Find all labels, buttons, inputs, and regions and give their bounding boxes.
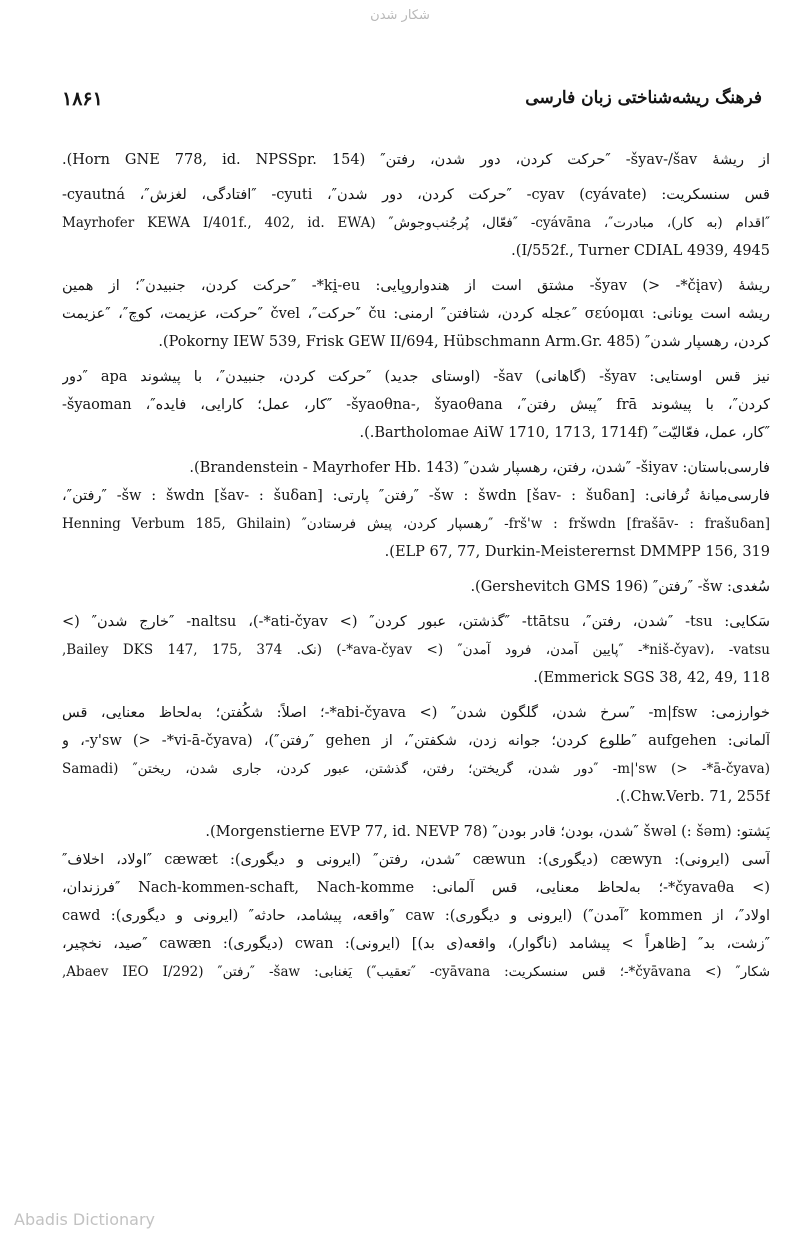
text-line: نیز قس اوستایی: ‎-šyav‎ (گاهانی) ‎-šav‎ (اوستای جدید) ″حرکت کردن، جنبیدن″، با پیشوند apa ″دور bbox=[62, 369, 770, 385]
text-line: سَکایی: ‎-tsu‎ ″شدن، رفتن″، ‎-ttātsu‎ ″گذشتن، عبور کردن″ (> ‎-*ati-čyav‎)، ‎-naltsu‎ ″خارج شدن″ (> bbox=[62, 614, 770, 630]
text-line: کردن″، با پیشوند frā ″پیش رفتن″، ‎-šyaoθna-, šyaoθana‎ ″کار، عمل؛ کارایی، فایده″، ‎-šyaoman‎ bbox=[62, 397, 770, 413]
text-line: I/552f., Turner CDIAL 4939, 4945). bbox=[511, 243, 770, 259]
text-line: آلمانی: aufgehen ″طلوع کردن؛ جوانه زدن، شکفتن″، از gehen ″رفتن″)، ‎-y'sw‎ (> ‎-*vi-ā-čyava‎)، و bbox=[62, 733, 770, 749]
text-line: ریشه است یونانی: σεύομαι ″عجله کردن، شتافتن″ ارمنی: ču ″حرکت″، čvel ″حرکت، عزیمت، کوچ″، ″عزیمت bbox=[62, 306, 770, 322]
text-line: (> ‎-*čyavaθa‎؛ به‌لحاظ معنایی، قس آلمانی: Nach-kommen-schaft, Nach-komme ″فرزندان، bbox=[62, 880, 770, 896]
text-line: سُغدی: ‎-šw‎ ″رفتن″ (Gershevitch GMS 196). bbox=[470, 579, 770, 595]
text-line: ELP 67, 77, Durkin-Meisterernst DMMPP 156, 319). bbox=[384, 544, 770, 560]
entry-body bbox=[62, 146, 770, 986]
page-number: ۱۸۶۱ bbox=[62, 88, 103, 110]
text-line: ″کار، عمل، فعّالیّت″ (Bartholomae AiW 1710, 1713, 1714f.). bbox=[359, 425, 770, 441]
text-line: ″اقدام (به کار)، مبادرت″، ‎-cyávāna‎ ″فعّال، پُرجُنب‌وجوش″ (Mayrhofer KEWA I/401f., 402, id. EWA bbox=[62, 215, 770, 231]
text-line: ‎-*niš-čyav‎)، ‎-vatsu‎ ″پایین آمدن، فرود آمدن″ (> ‎-*ava-čyav‎) (نک. Bailey DKS 147, 175, 374, bbox=[62, 642, 770, 658]
text-line: فارسی‌میانهٔ تُرفانی: ‎-šw : šwdn [šav- : šuδan]‎ ″رفتن″ پارتی: ‎-šw : šwdn [šav- : šuδan]‎ ″رفتن″، bbox=[62, 488, 770, 504]
book-title: فرهنگ ریشه‌شناختی زبان فارسی bbox=[525, 88, 762, 108]
text-line: پَشتو: šwəl (: šəm) ″شدن، بودن؛ قادر بودن″ (Morgenstierne EVP 77, id. NEVP 78). bbox=[205, 824, 770, 840]
text-line: ″زشت، بد″ [ظاهراً > پیشامد (ناگوار)، واقعه(ی بد)] (ایرونی): cwan (دیگوری): cawæn ″صید، نخچیر، bbox=[62, 936, 770, 952]
text-line: کردن، رهسپار شدن″ (Pokorny IEW 539, Frisk GEW II/694, Hübschmann Arm.Gr. 485). bbox=[158, 334, 770, 350]
text-line: Chw.Verb. 71, 255f.). bbox=[615, 789, 770, 805]
text-line: ریشهٔ ‎-šyav‎ (> ‎-*čįav‎) مشتق است از هندواروپایی: ‎-*ki̯-eu‎ ″حرکت کردن، جنبیدن″؛ از همین bbox=[62, 278, 770, 294]
text-line: اولاد″، از kommen ″آمدن″) (ایرونی و دیگوری): caw ″واقعه، پیشامد، حادثه″ (ایرونی و دیگوری): cawd bbox=[62, 908, 770, 924]
text-line: قس سنسکریت: ‎-cyav‎ (cyávate) ″حرکت کردن، دور شدن″، ‎-cyuti‎ ″افتادگی، لغزش″، ‎-cyautná‎ bbox=[62, 187, 770, 203]
site-title: شکار شدن bbox=[370, 8, 430, 23]
text-line: Emmerick SGS 38, 42, 49, 118). bbox=[533, 670, 770, 686]
text-line: شکار″ (> ‎-*čyāvana‎؛ قس سنسکریت: ‎-cyāvana‎ ″تعقیب″) یَغنابی: ‎-šaw‎ ″رفتن″ (Abaev IEO I/292, bbox=[62, 964, 770, 980]
text-line: ‎-m|'sw‎ (> ‎-*ā-čyava‎) ″دور شدن، گریختن؛ رفتن، گذشتن، عبور کردن، جاری شدن، ریختن″ (Samadi bbox=[62, 761, 770, 777]
text-line: ‎-frš'w : fršwdn [frašāv- : frašuδan]‎ ″رهسپار کردن، پیش فرستادن″ (Henning Verbum 185, Ghilain bbox=[62, 516, 770, 532]
text-line: فارسی‌باستان: ‎-šiyav‎ ″شدن، رفتن، رهسپار شدن″ (Brandenstein - Mayrhofer Hb. 143). bbox=[189, 460, 770, 476]
text-line: خوارزمی: ‎-m|fsw‎ ″سرخ شدن، گلگون شدن″ (> ‎-*abi-čyava‎؛ اصلاً: شکُفتن؛ به‌لحاظ معنایی، قس bbox=[62, 705, 770, 721]
watermark: Abadis Dictionary bbox=[14, 1210, 155, 1229]
page-header bbox=[62, 88, 762, 118]
text-line: آسی (ایرونی): cæwyn (دیگوری): cæwun ″شدن، رفتن″ (ایرونی و دیگوری): cæwæt ″اولاد، اخلاف″ bbox=[62, 852, 770, 868]
text-line: از ریشهٔ ‎-šyav-/šav‎ ″حرکت کردن، دور شدن، رفتن″ (Horn GNE 778, id. NPSSpr. 154). bbox=[62, 152, 770, 168]
